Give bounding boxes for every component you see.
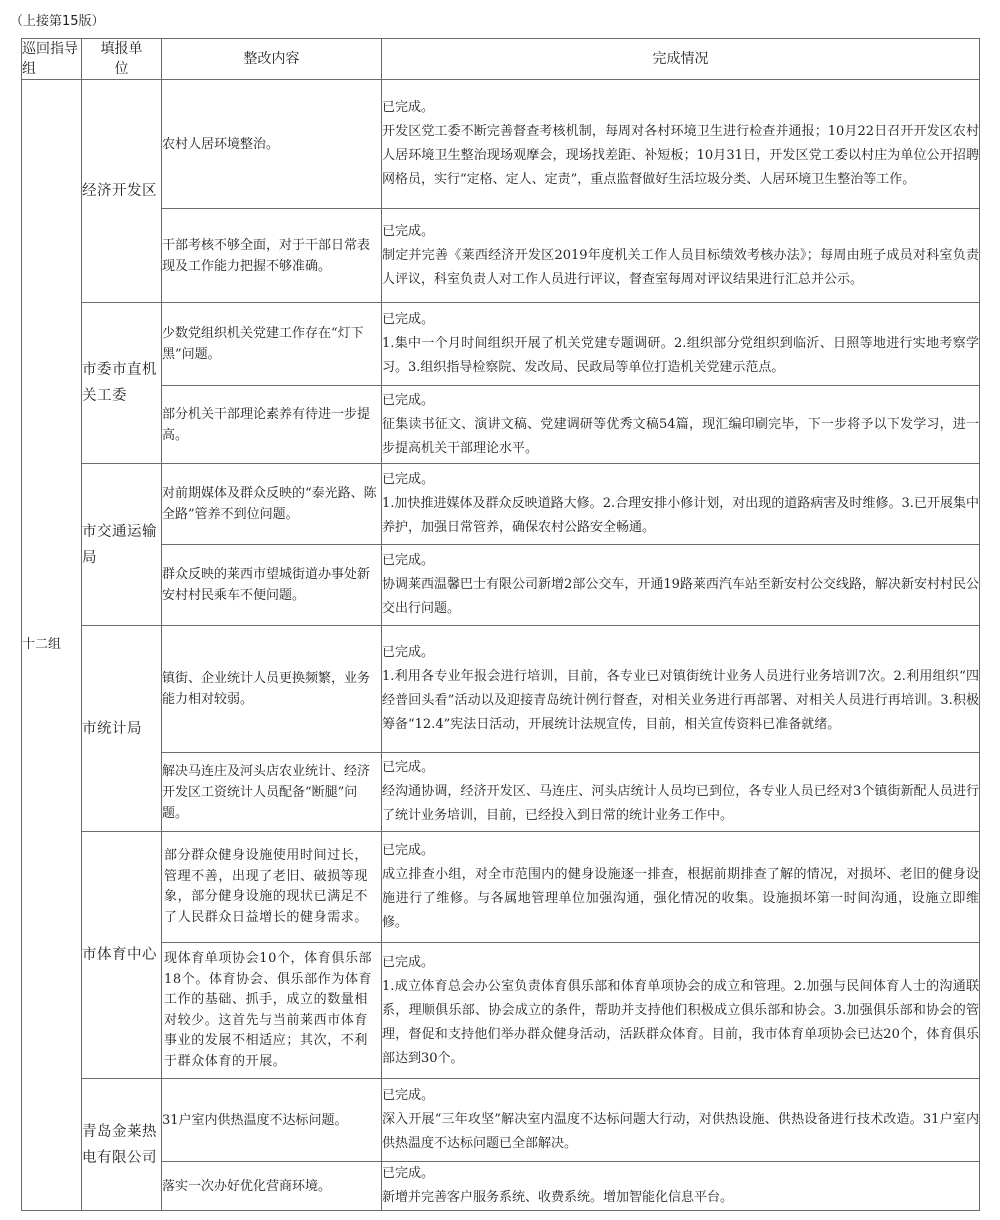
table-header-row: [22, 39, 980, 80]
table-row: [22, 832, 980, 943]
completion-detail: 深入开展“三年攻坚”解决室内温度不达标问题大行动，对供热设施、供热设备进行技术改造。31户室内供热温度不达标问题已全部解决。: [382, 1112, 979, 1151]
completed-label: 已完成。: [382, 312, 435, 327]
table-row: [22, 386, 980, 464]
issue-cell: 落实一次办好优化营商环境。: [162, 1162, 382, 1211]
continuation-note: （上接第15版）: [10, 14, 105, 29]
status-cell: [382, 209, 980, 303]
header-issue: 整改内容: [162, 39, 382, 80]
completed-label: 已完成。: [382, 645, 435, 660]
status-cell: [382, 464, 980, 545]
table-row: [22, 209, 980, 303]
unit-cell: 市委市直机关工委: [82, 303, 162, 464]
unit-cell: 经济开发区: [82, 80, 162, 303]
status-cell: [382, 545, 980, 626]
completion-detail: 协调莱西温馨巴士有限公司新增2部公交车，开通19路莱西汽车站至新安村公交线路，解决新安村村民公交出行问题。: [382, 577, 979, 616]
status-cell: [382, 303, 980, 386]
unit-cell: 市交通运输局: [82, 464, 162, 626]
table-row: [22, 80, 980, 209]
issue-cell: 干部考核不够全面，对于干部日常表现及工作能力把握不够准确。: [162, 209, 382, 303]
table-row: [22, 464, 980, 545]
issue-cell: 31户室内供热温度不达标问题。: [162, 1079, 382, 1162]
completion-detail: 1.加快推进媒体及群众反映道路大修。2.合理安排小修计划，对出现的道路病害及时维修。3.已开展集中养护，加强日常管养，确保农村公路安全畅通。: [382, 496, 979, 535]
status-cell: [382, 386, 980, 464]
unit-cell: 青岛金莱热电有限公司: [82, 1079, 162, 1211]
header-group: 巡回指导组: [22, 39, 82, 80]
table-row: [22, 943, 980, 1079]
completion-detail: 1.集中一个月时间组织开展了机关党建专题调研。2.组织部分党组织到临沂、日照等地进行实地考察学习。3.组织指导检察院、发改局、民政局等单位打造机关党建示范点。: [382, 336, 979, 375]
completed-label: 已完成。: [382, 954, 435, 970]
completed-label: 已完成。: [382, 1088, 435, 1103]
issue-cell: 对前期媒体及群众反映的“泰光路、陈全路”管养不到位问题。: [162, 464, 382, 545]
status-cell: [382, 1162, 980, 1211]
completed-label: 已完成。: [382, 553, 435, 568]
status-cell: [382, 1079, 980, 1162]
completion-detail: 开发区党工委不断完善督查考核机制，每周对各村环境卫生进行检查并通报；10月22日召开开发区农村人居环境卫生整治现场观摩会，现场找差距、补短板；10月31日，开发区党工委以村庄为单位公开招聘网格员，实行“定格、定人、定责”，重点监督做好生活垃圾分类、人居环境卫生整治等工作。: [382, 124, 979, 187]
issue-cell: 部分机关干部理论素养有待进一步提高。: [162, 386, 382, 464]
unit-cell: 市统计局: [82, 626, 162, 832]
group-cell: 十二组: [22, 80, 82, 1211]
table-row: [22, 1162, 980, 1211]
table-row: [22, 545, 980, 626]
issue-cell: 群众反映的莱西市望城街道办事处新安村村民乘车不便问题。: [162, 545, 382, 626]
completed-label: 已完成。: [382, 392, 435, 408]
completion-detail: 1.利用各专业年报会进行培训，目前，各专业已对镇街统计业务人员进行业务培训7次。2.利用组织“四经普回头看”活动以及迎接青岛统计例行督查，对相关业务进行再部署、对相关人员进行再培训。3.积极筹备“12.4”宪法日活动，开展统计法规宣传，目前，相关宣传资料已准备就绪。: [382, 669, 979, 732]
completion-detail: 经沟通协调，经济开发区、马连庄、河头店统计人员均已到位，各专业人员已经对3个镇街新配人员进行了统计业务培训，目前，已经投入到日常的统计业务工作中。: [382, 784, 979, 823]
status-cell: [382, 753, 980, 832]
status-cell: [382, 832, 980, 943]
unit-cell: 市体育中心: [82, 832, 162, 1079]
status-cell: [382, 80, 980, 209]
table-row: [22, 626, 980, 753]
completed-label: 已完成。: [382, 472, 435, 487]
header-unit: 填报单位: [82, 39, 162, 80]
issue-cell: 镇街、企业统计人员更换频繁，业务能力相对较弱。: [162, 626, 382, 753]
table-row: [22, 753, 980, 832]
completed-label: 已完成。: [382, 760, 435, 775]
completion-detail: 征集读书征文、演讲文稿、党建调研等优秀文稿54篇，现汇编印刷完毕，下一步将予以下发学习，进一步提高机关干部理论水平。: [382, 416, 979, 456]
completion-detail: 新增并完善客户服务系统、收费系统。增加智能化信息平台。: [382, 1190, 734, 1205]
issue-cell: 少数党组织机关党建工作存在“灯下黑”问题。: [162, 303, 382, 386]
status-cell: [382, 943, 980, 1079]
issue-cell: 部分群众健身设施使用时间过长，管理不善，出现了老旧、破损等现象，部分健身设施的现状已满足不了人民群众日益增长的健身需求。: [162, 832, 382, 943]
header-status: 完成情况: [382, 39, 980, 80]
status-cell: [382, 626, 980, 753]
table-row: [22, 303, 980, 386]
completed-label: 已完成。: [382, 1166, 435, 1181]
completed-label: 已完成。: [382, 843, 435, 858]
issue-cell: 农村人居环境整治。: [162, 80, 382, 209]
table-row: [22, 1079, 980, 1162]
completion-detail: 1.成立体育总会办公室负责体育俱乐部和体育单项协会的成立和管理。2.加强与民间体育人士的沟通联系，理顺俱乐部、协会成立的条件，帮助并支持他们积极成立俱乐部和协会。3.加强俱乐部和协会的管理，督促和支持他们举办群众健身活动，活跃群众体育。目前，我市体育单项协会已达20个，体育俱乐部达到30个。: [382, 978, 979, 1066]
issue-cell: 解决马连庄及河头店农业统计、经济开发区工资统计人员配备“断腿”问题。: [162, 753, 382, 832]
rectification-table: [21, 38, 980, 1211]
completed-label: 已完成。: [382, 223, 435, 239]
completion-detail: 成立排查小组，对全市范围内的健身设施逐一排查，根据前期排查了解的情况，对损坏、老旧的健身设施进行了维修。与各属地管理单位加强沟通，强化情况的收集。设施损坏第一时间沟通，设施立即维修。: [382, 867, 979, 930]
completion-detail: 制定并完善《莱西经济开发区2019年度机关工作人员目标绩效考核办法》；每周由班子成员对科室负责人评议，科室负责人对工作人员进行评议，督查室每周对评议结果进行汇总并公示。: [382, 247, 979, 287]
issue-cell: 现体育单项协会10个，体育俱乐部18个。体育协会、俱乐部作为体育工作的基础、抓手，成立的数量相对较少。这首先与当前莱西市体育事业的发展不相适应；其次，不利于群众体育的开展。: [162, 943, 382, 1079]
completed-label: 已完成。: [382, 100, 435, 115]
